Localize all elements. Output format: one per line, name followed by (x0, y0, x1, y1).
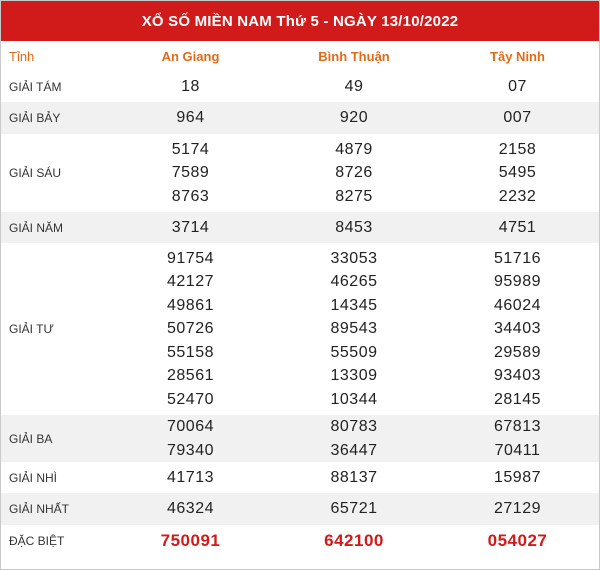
prize-cell-binh-thuan (272, 493, 436, 525)
winning-number: 5174 (171, 140, 210, 158)
prize-cell-an-giang (109, 525, 272, 557)
prize-label: GIẢI TÁM (9, 79, 62, 94)
winning-number: 15987 (494, 468, 541, 486)
province-header-binh-thuan[interactable]: Bình Thuận (318, 48, 390, 64)
winning-number: 41713 (167, 468, 214, 486)
winning-number: 67813 (494, 418, 541, 435)
winning-number: 4751 (498, 218, 537, 236)
prize-cell-an-giang (109, 415, 272, 462)
prize-row-giai-bay (1, 102, 599, 134)
winning-number: 95989 (494, 273, 541, 291)
winning-number: 91754 (167, 249, 214, 267)
winning-number: 89543 (330, 320, 378, 338)
prize-cell-an-giang (109, 462, 272, 493)
prize-label: GIẢI SÁU (9, 166, 62, 180)
prize-rows (1, 71, 599, 557)
province-label-header: Tỉnh (9, 48, 35, 64)
prize-cell-an-giang (109, 493, 272, 525)
winning-number: 93403 (494, 367, 541, 385)
winning-number: 2158 (498, 140, 537, 158)
winning-number: 36447 (330, 441, 378, 459)
prize-cell-binh-thuan (272, 134, 436, 212)
prize-cell-binh-thuan (272, 415, 436, 462)
prize-row-giai-tam (1, 71, 599, 102)
prize-cell-binh-thuan (272, 212, 436, 243)
winning-number: 46265 (330, 273, 378, 291)
winning-number: 46324 (167, 500, 214, 518)
prize-label: GIẢI TƯ (9, 322, 54, 336)
prize-cell-tay-ninh (436, 212, 599, 243)
winning-number: 65721 (330, 500, 378, 518)
prize-cell-tay-ninh (436, 243, 599, 415)
winning-number: 4879 (335, 140, 373, 158)
winning-number: 50726 (167, 320, 214, 338)
prize-cell-tay-ninh (436, 462, 599, 493)
prize-cell-an-giang (109, 102, 272, 134)
prize-row-giai-nam (1, 212, 599, 243)
prize-label: ĐẶC BIỆT (9, 534, 65, 548)
winning-number: 49 (344, 77, 364, 95)
prize-row-dac-biet (1, 525, 599, 557)
prize-row-giai-ba (1, 415, 599, 462)
winning-number: 49861 (167, 296, 214, 314)
winning-number: 79340 (167, 441, 214, 459)
prize-row-giai-sau (1, 134, 599, 212)
winning-number: 750091 (160, 531, 221, 551)
prize-cell-tay-ninh (436, 493, 599, 525)
winning-number: 18 (181, 77, 200, 95)
prize-row-giai-nhat (1, 493, 599, 525)
winning-number: 34403 (494, 320, 541, 338)
winning-number: 642100 (324, 531, 384, 551)
prize-cell-binh-thuan (272, 102, 436, 134)
winning-number: 51716 (494, 249, 541, 267)
winning-number: 28145 (494, 390, 541, 408)
winning-number: 52470 (167, 390, 214, 408)
winning-number: 920 (339, 109, 369, 127)
prize-cell-binh-thuan (272, 525, 436, 557)
winning-number: 8763 (171, 187, 210, 205)
winning-number: 8275 (335, 187, 373, 205)
winning-number: 007 (503, 109, 532, 127)
winning-number: 964 (176, 109, 205, 127)
winning-number: 8453 (335, 218, 373, 236)
winning-number: 55509 (330, 343, 378, 361)
prize-label: GIẢI BA (1, 415, 109, 462)
prize-cell-an-giang (109, 71, 272, 102)
winning-number: 46024 (494, 296, 541, 314)
winning-number: 10344 (330, 390, 378, 408)
prize-label: GIẢI NĂM (1, 212, 109, 243)
prize-cell-tay-ninh (436, 415, 599, 462)
winning-number: 42127 (167, 273, 214, 291)
winning-number: 5495 (498, 164, 537, 182)
winning-number: 14345 (330, 296, 378, 314)
prize-cell-binh-thuan (272, 243, 436, 415)
prize-cell-binh-thuan (272, 462, 436, 493)
results-table (1, 41, 599, 557)
winning-number: 88137 (330, 468, 378, 486)
winning-number: 80783 (330, 418, 378, 435)
winning-number: 28561 (167, 367, 214, 385)
winning-number: 054027 (487, 531, 548, 551)
prize-cell-binh-thuan (272, 71, 436, 102)
winning-number: 2232 (498, 187, 537, 205)
winning-number: 7589 (171, 164, 210, 182)
prize-row-giai-nhi (1, 462, 599, 493)
prize-cell-an-giang (109, 212, 272, 243)
winning-number: 55158 (167, 343, 214, 361)
prize-cell-tay-ninh (436, 134, 599, 212)
winning-number: 3714 (171, 218, 210, 236)
prize-cell-an-giang (109, 243, 272, 415)
winning-number: 70064 (167, 418, 214, 435)
prize-cell-tay-ninh (436, 102, 599, 134)
prize-label: GIẢI NHÌ (9, 470, 58, 485)
winning-number: 29589 (494, 343, 541, 361)
province-header-an-giang[interactable]: An Giang (161, 48, 220, 64)
winning-number: 07 (508, 77, 527, 95)
winning-number: 13309 (330, 367, 378, 385)
winning-number: 70411 (494, 441, 541, 459)
prize-cell-tay-ninh (436, 525, 599, 557)
prize-cell-an-giang (109, 134, 272, 212)
prize-row-giai-tu (1, 243, 599, 415)
winning-number: 8726 (335, 164, 373, 182)
prize-label: GIẢI NHẤT (1, 493, 109, 525)
winning-number: 27129 (494, 500, 541, 518)
prize-cell-tay-ninh (436, 71, 599, 102)
winning-number: 33053 (330, 249, 378, 267)
province-header-tay-ninh[interactable]: Tây Ninh (490, 48, 545, 64)
table-header-row (1, 41, 599, 71)
results-title: XỔ SỐ MIỀN NAM Thứ 5 - NGÀY 13/10/2022 (1, 1, 599, 41)
prize-label: GIẢI BẢY (1, 102, 109, 134)
